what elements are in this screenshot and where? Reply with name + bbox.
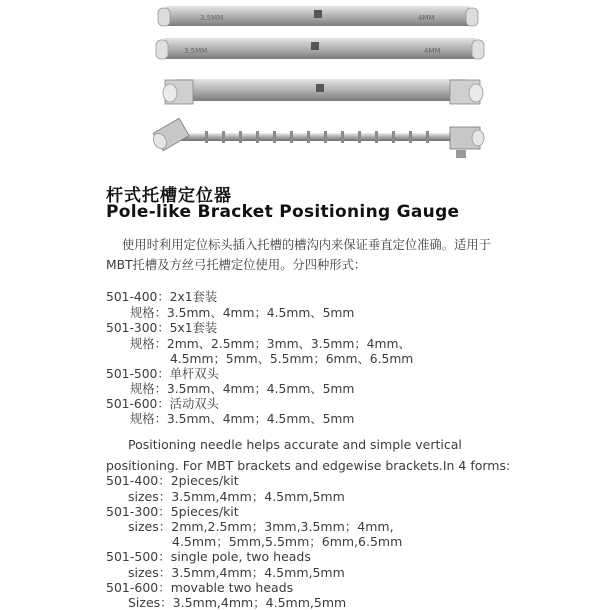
en-model-501-400: 501-400：2pieces/kit xyxy=(106,473,239,488)
en-model-501-600: 501-600：movable two heads xyxy=(106,580,294,595)
cn-model-501-300: 501-300：5x1套装 xyxy=(106,321,218,335)
cn-spec-501-300-cont: 4.5mm；5mm、5.5mm；6mm、6.5mm xyxy=(170,352,414,366)
gauge-bar-2 xyxy=(156,38,484,59)
cn-model-501-500: 501-500：单杆双头 xyxy=(106,367,219,381)
en-intro-line-2: positioning. For MBT brackets and edgewise brackets.In 4 forms: xyxy=(106,458,511,473)
gauge-label-left: 3.5MM xyxy=(184,47,208,55)
en-spec-501-300: sizes：2mm,2.5mm；3mm,3.5mm；4mm, xyxy=(128,519,394,534)
en-model-501-300: 501-300：5pieces/kit xyxy=(106,504,239,519)
en-intro-line-1: Positioning needle helps accurate and simple vertical xyxy=(128,437,462,452)
title-chinese: 杆式托槽定位器 xyxy=(106,186,232,206)
gauge-bar-3 xyxy=(163,79,483,104)
cn-spec-501-300: 规格：2mm、2.5mm；3mm、3.5mm；4mm、 xyxy=(130,337,411,351)
cn-model-501-400: 501-400：2x1套装 xyxy=(106,290,218,304)
en-model-501-500: 501-500：single pole, two heads xyxy=(106,549,311,564)
intro-cn-line-1: 使用时利用定位标头插入托槽的槽沟内来保证垂直定位准确。适用于 xyxy=(122,238,491,252)
en-spec-501-500: sizes：3.5mm,4mm；4.5mm,5mm xyxy=(128,565,345,580)
cn-spec-501-600: 规格：3.5mm、4mm；4.5mm、5mm xyxy=(130,412,355,426)
gauge-label-right: 4MM xyxy=(418,14,435,22)
en-spec-501-400: sizes：3.5mm,4mm；4.5mm,5mm xyxy=(128,489,345,504)
en-spec-501-600: Sizes：3.5mm,4mm；4.5mm,5mm xyxy=(128,595,347,610)
gauge-label-left: 3.5MM xyxy=(200,14,224,22)
cn-spec-501-400: 规格：3.5mm、4mm；4.5mm、5mm xyxy=(130,306,355,320)
gauge-label-right: 4MM xyxy=(424,47,441,55)
cn-spec-501-500: 规格：3.5mm、4mm；4.5mm、5mm xyxy=(130,382,355,396)
intro-cn-line-2: MBT托槽及方丝弓托槽定位使用。分四种形式： xyxy=(106,258,367,272)
gauge-rod-4 xyxy=(150,118,484,158)
cn-model-501-600: 501-600：活动双头 xyxy=(106,397,219,411)
en-spec-501-300-cont: 4.5mm；5mm,5.5mm；6mm,6.5mm xyxy=(172,534,403,549)
gauge-bar-1 xyxy=(158,6,478,26)
title-english: Pole-like Bracket Positioning Gauge xyxy=(106,202,460,222)
product-photo xyxy=(0,0,599,180)
